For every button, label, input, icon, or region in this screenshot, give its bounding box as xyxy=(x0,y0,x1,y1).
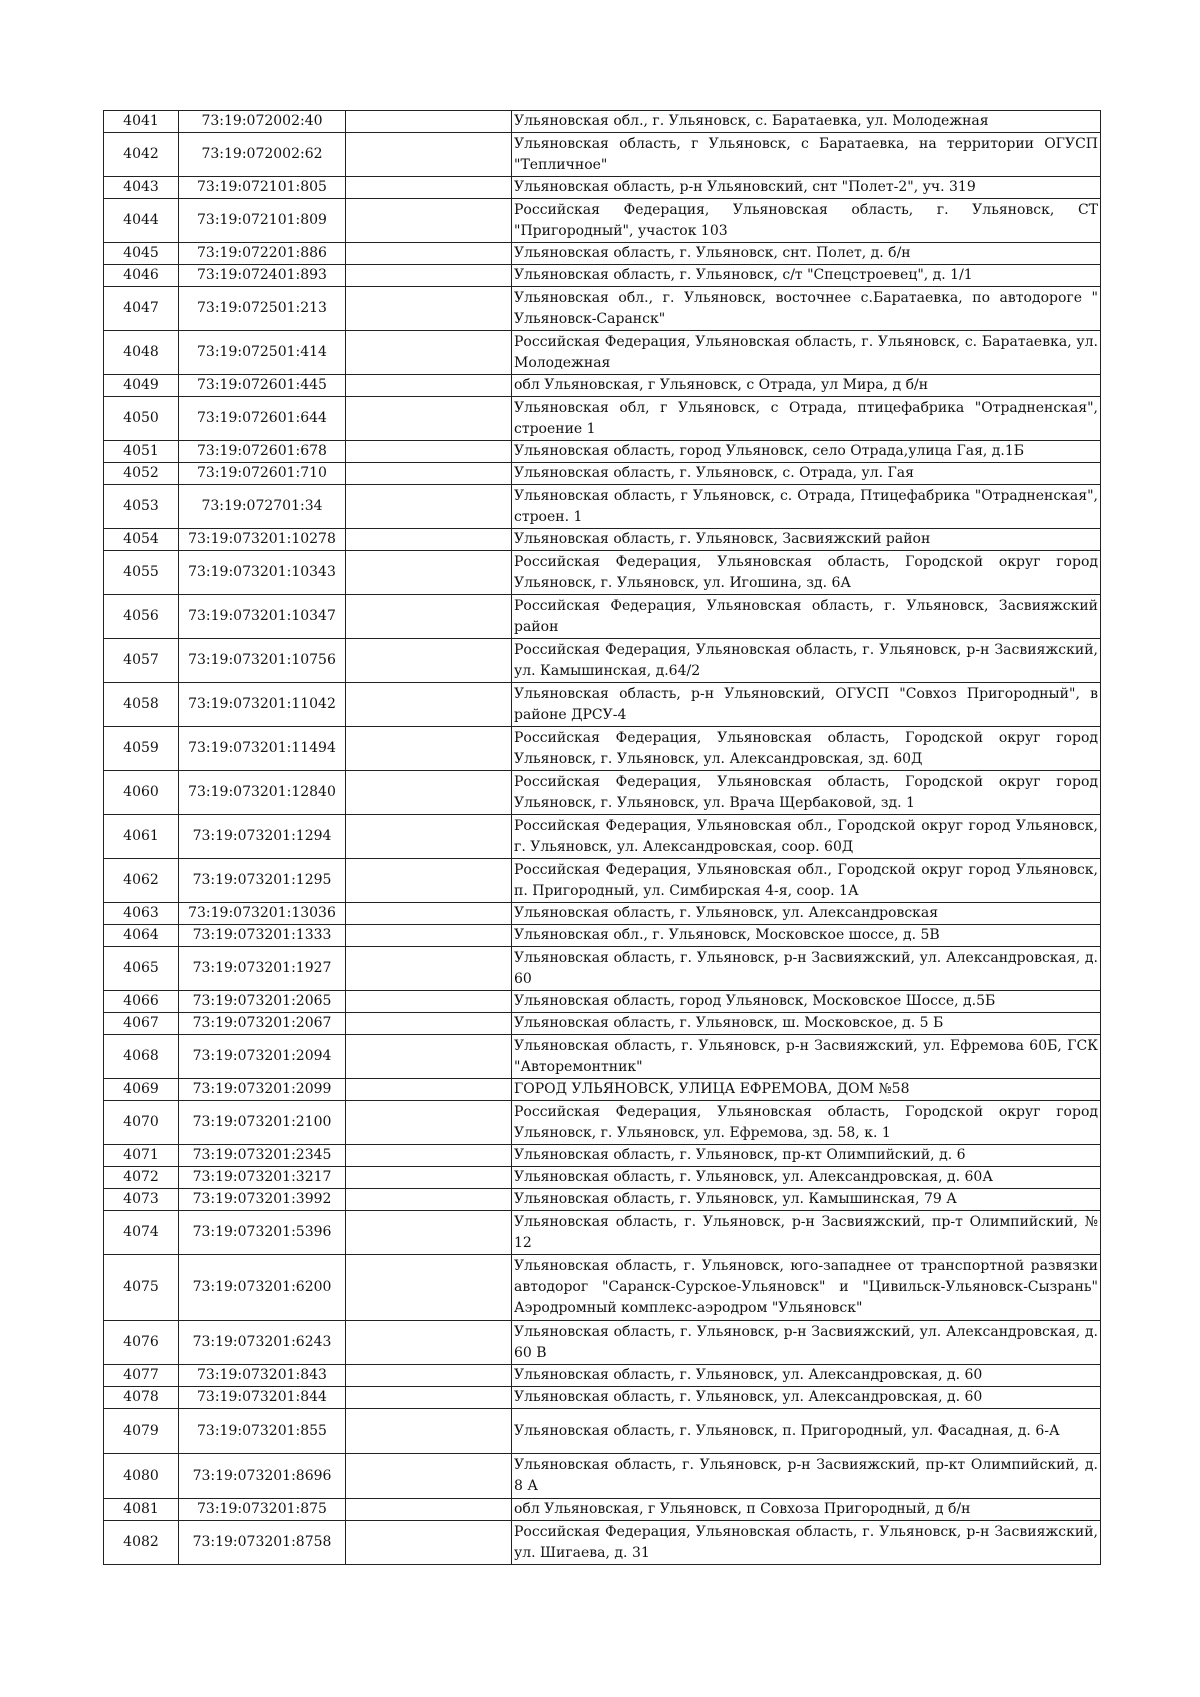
table-row xyxy=(104,1211,1101,1255)
address-cell: Ульяновская область, г. Ульяновск, Засвияжский район xyxy=(512,529,1101,551)
table-row xyxy=(104,1013,1101,1035)
row-number-cell: 4073 xyxy=(104,1189,179,1211)
table-row xyxy=(104,1035,1101,1079)
cadastral-number-cell: 73:19:073201:6200 xyxy=(179,1255,346,1321)
empty-cell xyxy=(346,265,512,287)
address-cell: Ульяновская область, г. Ульяновск, р-н Засвияжский, ул. Ефремова 60Б, ГСК "Авторемонтник" xyxy=(512,1035,1101,1079)
cadastral-number-cell: 73:19:073201:13036 xyxy=(179,903,346,925)
address-cell: обл Ульяновская, г Ульяновск, с Отрада, ул Мира, д б/н xyxy=(512,375,1101,397)
address-cell: Ульяновская обл., г. Ульяновск, Московское шоссе, д. 5В xyxy=(512,925,1101,947)
table-row xyxy=(104,1521,1101,1565)
table-row xyxy=(104,595,1101,639)
cadastral-number-cell: 73:19:073201:8696 xyxy=(179,1454,346,1499)
row-number-cell: 4047 xyxy=(104,287,179,331)
row-number-cell: 4062 xyxy=(104,859,179,903)
address-cell: Российская Федерация, Ульяновская область, г. Ульяновск, СТ "Пригородный", участок 103 xyxy=(512,199,1101,243)
cadastral-number-cell: 73:19:072601:644 xyxy=(179,397,346,441)
cadastral-number-cell: 73:19:072501:414 xyxy=(179,331,346,375)
empty-cell xyxy=(346,1079,512,1101)
empty-cell xyxy=(346,1167,512,1189)
address-cell: Ульяновская область, город Ульяновск, село Отрада,улица Гая, д.1Б xyxy=(512,441,1101,463)
row-number-cell: 4049 xyxy=(104,375,179,397)
cadastral-number-cell: 73:19:073201:12840 xyxy=(179,771,346,815)
row-number-cell: 4077 xyxy=(104,1365,179,1387)
row-number-cell: 4075 xyxy=(104,1255,179,1321)
cadastral-number-cell: 73:19:073201:11042 xyxy=(179,683,346,727)
address-cell: Российская Федерация, Ульяновская область, г. Ульяновск, р-н Засвияжский, ул. Камышинская, д.64/2 xyxy=(512,639,1101,683)
empty-cell xyxy=(346,463,512,485)
table-row xyxy=(104,265,1101,287)
empty-cell xyxy=(346,1387,512,1409)
table-row xyxy=(104,815,1101,859)
address-cell: Российская Федерация, Ульяновская область, г. Ульяновск, р-н Засвияжский, ул. Шигаева, д. 31 xyxy=(512,1521,1101,1565)
empty-cell xyxy=(346,639,512,683)
empty-cell xyxy=(346,133,512,177)
empty-cell xyxy=(346,771,512,815)
row-number-cell: 4045 xyxy=(104,243,179,265)
address-cell: Российская Федерация, Ульяновская область, г. Ульяновск, Засвияжский район xyxy=(512,595,1101,639)
empty-cell xyxy=(346,1454,512,1499)
cadastral-number-cell: 73:19:072701:34 xyxy=(179,485,346,529)
empty-cell xyxy=(346,947,512,991)
empty-cell xyxy=(346,727,512,771)
address-cell: Ульяновская область, г. Ульяновск, ул. Александровская xyxy=(512,903,1101,925)
empty-cell xyxy=(346,925,512,947)
address-cell: Ульяновская область, г. Ульяновск, р-н Засвияжский, ул. Александровская, д. 60 xyxy=(512,947,1101,991)
cadastral-number-cell: 73:19:073201:11494 xyxy=(179,727,346,771)
table-row xyxy=(104,1101,1101,1145)
address-cell: Ульяновская область, г Ульяновск, с. Отрада, Птицефабрика "Отрадненская", строен. 1 xyxy=(512,485,1101,529)
cadastral-number-cell: 73:19:073201:2099 xyxy=(179,1079,346,1101)
empty-cell xyxy=(346,441,512,463)
table-row xyxy=(104,903,1101,925)
row-number-cell: 4063 xyxy=(104,903,179,925)
row-number-cell: 4078 xyxy=(104,1387,179,1409)
row-number-cell: 4055 xyxy=(104,551,179,595)
address-cell: Российская Федерация, Ульяновская область, Городской округ город Ульяновск, г. Ульяновск, ул. Александровская, зд. 60Д xyxy=(512,727,1101,771)
table-row xyxy=(104,551,1101,595)
empty-cell xyxy=(346,1189,512,1211)
empty-cell xyxy=(346,199,512,243)
empty-cell xyxy=(346,903,512,925)
cadastral-number-cell: 73:19:073201:1295 xyxy=(179,859,346,903)
empty-cell xyxy=(346,1101,512,1145)
empty-cell xyxy=(346,1321,512,1365)
empty-cell xyxy=(346,1409,512,1454)
row-number-cell: 4080 xyxy=(104,1454,179,1499)
table-row xyxy=(104,771,1101,815)
empty-cell xyxy=(346,485,512,529)
table-row xyxy=(104,133,1101,177)
empty-cell xyxy=(346,683,512,727)
empty-cell xyxy=(346,287,512,331)
cadastral-number-cell: 73:19:072002:40 xyxy=(179,111,346,133)
cadastral-number-cell: 73:19:073201:2100 xyxy=(179,1101,346,1145)
table-row xyxy=(104,397,1101,441)
address-cell: Ульяновская область, г. Ульяновск, пр-кт Олимпийский, д. 6 xyxy=(512,1145,1101,1167)
address-cell: Ульяновская область, г. Ульяновск, р-н Засвияжский, пр-т Олимпийский, № 12 xyxy=(512,1211,1101,1255)
empty-cell xyxy=(346,243,512,265)
address-cell: ГОРОД УЛЬЯНОВСК, УЛИЦА ЕФРЕМОВА, ДОМ №58 xyxy=(512,1079,1101,1101)
empty-cell xyxy=(346,1211,512,1255)
table-row xyxy=(104,1365,1101,1387)
table-row xyxy=(104,1409,1101,1454)
empty-cell xyxy=(346,815,512,859)
address-cell: Ульяновская область, г. Ульяновск, ул. Александровская, д. 60А xyxy=(512,1167,1101,1189)
empty-cell xyxy=(346,375,512,397)
table-row xyxy=(104,441,1101,463)
empty-cell xyxy=(346,595,512,639)
cadastral-number-cell: 73:19:072601:678 xyxy=(179,441,346,463)
table-row xyxy=(104,1321,1101,1365)
row-number-cell: 4054 xyxy=(104,529,179,551)
address-cell: Российская Федерация, Ульяновская область, Городской округ город Ульяновск, г. Ульяновск, ул. Игошина, зд. 6А xyxy=(512,551,1101,595)
address-cell: Российская Федерация, Ульяновская обл., Городской округ город Ульяновск, г. Ульяновск, ул. Александровская, соор. 60Д xyxy=(512,815,1101,859)
table-row xyxy=(104,1079,1101,1101)
table-row xyxy=(104,243,1101,265)
empty-cell xyxy=(346,111,512,133)
row-number-cell: 4048 xyxy=(104,331,179,375)
address-cell: Российская Федерация, Ульяновская область, Городской округ город Ульяновск, г. Ульяновск, ул. Ефремова, зд. 58, к. 1 xyxy=(512,1101,1101,1145)
address-cell: Ульяновская обл., г. Ульяновск, восточнее с.Баратаевка, по автодороге " Ульяновск-Саранск" xyxy=(512,287,1101,331)
row-number-cell: 4071 xyxy=(104,1145,179,1167)
empty-cell xyxy=(346,859,512,903)
cadastral-number-cell: 73:19:072501:213 xyxy=(179,287,346,331)
empty-cell xyxy=(346,991,512,1013)
table-row xyxy=(104,683,1101,727)
row-number-cell: 4081 xyxy=(104,1499,179,1521)
cadastral-number-cell: 73:19:073201:2065 xyxy=(179,991,346,1013)
cadastral-number-cell: 73:19:073201:855 xyxy=(179,1409,346,1454)
address-cell: Ульяновская область, р-н Ульяновский, снт "Полет-2", уч. 319 xyxy=(512,177,1101,199)
table-row xyxy=(104,947,1101,991)
cadastral-number-cell: 73:19:073201:10756 xyxy=(179,639,346,683)
address-cell: Российская Федерация, Ульяновская обл., Городской округ город Ульяновск, п. Пригородный, ул. Симбирская 4-я, соор. 1А xyxy=(512,859,1101,903)
empty-cell xyxy=(346,1255,512,1321)
table-row xyxy=(104,727,1101,771)
row-number-cell: 4043 xyxy=(104,177,179,199)
address-cell: Ульяновская область, г. Ульяновск, р-н Засвияжский, пр-кт Олимпийский, д. 8 А xyxy=(512,1454,1101,1499)
cadastral-number-cell: 73:19:072201:886 xyxy=(179,243,346,265)
row-number-cell: 4051 xyxy=(104,441,179,463)
cadastral-number-cell: 73:19:073201:10347 xyxy=(179,595,346,639)
row-number-cell: 4050 xyxy=(104,397,179,441)
address-cell: Ульяновская область, г. Ульяновск, р-н Засвияжский, ул. Александровская, д. 60 В xyxy=(512,1321,1101,1365)
row-number-cell: 4061 xyxy=(104,815,179,859)
cadastral-number-cell: 73:19:073201:10278 xyxy=(179,529,346,551)
empty-cell xyxy=(346,529,512,551)
empty-cell xyxy=(346,551,512,595)
table-body xyxy=(104,111,1101,1565)
row-number-cell: 4074 xyxy=(104,1211,179,1255)
cadastral-number-cell: 73:19:072601:445 xyxy=(179,375,346,397)
address-cell: Ульяновская область, г. Ульяновск, с. Отрада, ул. Гая xyxy=(512,463,1101,485)
row-number-cell: 4058 xyxy=(104,683,179,727)
empty-cell xyxy=(346,331,512,375)
cadastral-number-cell: 73:19:073201:2094 xyxy=(179,1035,346,1079)
table-row xyxy=(104,111,1101,133)
cadastral-number-cell: 73:19:073201:2345 xyxy=(179,1145,346,1167)
table-row xyxy=(104,925,1101,947)
address-cell: Ульяновская область, г. Ульяновск, юго-западнее от транспортной развязки автодорог "Саранск-Сурское-Ульяновск" и "Цивильск-Ульяновск-Сызрань" Аэродромный комплекс-аэродром "Ульяновск" xyxy=(512,1255,1101,1321)
table-row xyxy=(104,1255,1101,1321)
row-number-cell: 4041 xyxy=(104,111,179,133)
table-row xyxy=(104,375,1101,397)
table-row xyxy=(104,639,1101,683)
row-number-cell: 4064 xyxy=(104,925,179,947)
cadastral-number-cell: 73:19:073201:10343 xyxy=(179,551,346,595)
cadastral-number-cell: 73:19:073201:6243 xyxy=(179,1321,346,1365)
empty-cell xyxy=(346,1521,512,1565)
address-cell: Ульяновская область, р-н Ульяновский, ОГУСП "Совхоз Пригородный", в районе ДРСУ-4 xyxy=(512,683,1101,727)
address-cell: Российская Федерация, Ульяновская область, г. Ульяновск, с. Баратаевка, ул. Молодежная xyxy=(512,331,1101,375)
cadastral-number-cell: 73:19:073201:1333 xyxy=(179,925,346,947)
row-number-cell: 4056 xyxy=(104,595,179,639)
row-number-cell: 4052 xyxy=(104,463,179,485)
table-row xyxy=(104,485,1101,529)
address-cell: обл Ульяновская, г Ульяновск, п Совхоза Пригородный, д б/н xyxy=(512,1499,1101,1521)
empty-cell xyxy=(346,177,512,199)
cadastral-number-cell: 73:19:072002:62 xyxy=(179,133,346,177)
address-cell: Ульяновская область, г. Ульяновск, ул. Камышинская, 79 А xyxy=(512,1189,1101,1211)
cadastral-number-cell: 73:19:073201:3217 xyxy=(179,1167,346,1189)
table-row xyxy=(104,1499,1101,1521)
address-cell: Ульяновская область, г. Ульяновск, снт. Полет, д. б/н xyxy=(512,243,1101,265)
table-row xyxy=(104,287,1101,331)
address-cell: Ульяновская область, г. Ульяновск, с/т "Спецстроевец", д. 1/1 xyxy=(512,265,1101,287)
empty-cell xyxy=(346,1013,512,1035)
table-row xyxy=(104,177,1101,199)
empty-cell xyxy=(346,1145,512,1167)
cadastral-number-cell: 73:19:073201:8758 xyxy=(179,1521,346,1565)
row-number-cell: 4060 xyxy=(104,771,179,815)
table-row xyxy=(104,463,1101,485)
row-number-cell: 4046 xyxy=(104,265,179,287)
row-number-cell: 4044 xyxy=(104,199,179,243)
table-row xyxy=(104,331,1101,375)
table-row xyxy=(104,529,1101,551)
row-number-cell: 4053 xyxy=(104,485,179,529)
table-row xyxy=(104,1145,1101,1167)
table-row xyxy=(104,199,1101,243)
row-number-cell: 4065 xyxy=(104,947,179,991)
cadastral-number-cell: 73:19:072601:710 xyxy=(179,463,346,485)
cadastral-number-cell: 73:19:073201:1927 xyxy=(179,947,346,991)
row-number-cell: 4079 xyxy=(104,1409,179,1454)
address-cell: Ульяновская область, г. Ульяновск, ул. Александровская, д. 60 xyxy=(512,1365,1101,1387)
row-number-cell: 4082 xyxy=(104,1521,179,1565)
address-cell: Ульяновская область, г. Ульяновск, п. Пригородный, ул. Фасадная, д. 6-А xyxy=(512,1409,1101,1454)
address-cell: Ульяновская обл., г. Ульяновск, с. Баратаевка, ул. Молодежная xyxy=(512,111,1101,133)
cadastral-number-cell: 73:19:072101:805 xyxy=(179,177,346,199)
row-number-cell: 4070 xyxy=(104,1101,179,1145)
cadastral-number-cell: 73:19:073201:843 xyxy=(179,1365,346,1387)
address-cell: Ульяновская область, г Ульяновск, с Баратаевка, на территории ОГУСП "Тепличное" xyxy=(512,133,1101,177)
cadastral-number-cell: 73:19:072401:893 xyxy=(179,265,346,287)
address-cell: Ульяновская область, город Ульяновск, Московское Шоссе, д.5Б xyxy=(512,991,1101,1013)
address-cell: Ульяновская область, г. Ульяновск, ш. Московское, д. 5 Б xyxy=(512,1013,1101,1035)
cadastral-number-cell: 73:19:073201:875 xyxy=(179,1499,346,1521)
cadastral-registry-table xyxy=(103,110,1101,1565)
table-row xyxy=(104,859,1101,903)
table-row xyxy=(104,1454,1101,1499)
address-cell: Ульяновская область, г. Ульяновск, ул. Александровская, д. 60 xyxy=(512,1387,1101,1409)
cadastral-number-cell: 73:19:073201:3992 xyxy=(179,1189,346,1211)
address-cell: Ульяновская обл, г Ульяновск, с Отрада, птицефабрика "Отрадненская", строение 1 xyxy=(512,397,1101,441)
row-number-cell: 4066 xyxy=(104,991,179,1013)
table-row xyxy=(104,1387,1101,1409)
row-number-cell: 4069 xyxy=(104,1079,179,1101)
row-number-cell: 4076 xyxy=(104,1321,179,1365)
table-row xyxy=(104,991,1101,1013)
cadastral-number-cell: 73:19:073201:1294 xyxy=(179,815,346,859)
empty-cell xyxy=(346,397,512,441)
cadastral-number-cell: 73:19:072101:809 xyxy=(179,199,346,243)
row-number-cell: 4067 xyxy=(104,1013,179,1035)
empty-cell xyxy=(346,1035,512,1079)
row-number-cell: 4042 xyxy=(104,133,179,177)
empty-cell xyxy=(346,1499,512,1521)
cadastral-number-cell: 73:19:073201:2067 xyxy=(179,1013,346,1035)
row-number-cell: 4072 xyxy=(104,1167,179,1189)
row-number-cell: 4059 xyxy=(104,727,179,771)
table-row xyxy=(104,1189,1101,1211)
empty-cell xyxy=(346,1365,512,1387)
table-row xyxy=(104,1167,1101,1189)
cadastral-number-cell: 73:19:073201:844 xyxy=(179,1387,346,1409)
cadastral-number-cell: 73:19:073201:5396 xyxy=(179,1211,346,1255)
address-cell: Российская Федерация, Ульяновская область, Городской округ город Ульяновск, г. Ульяновск, ул. Врача Щербаковой, зд. 1 xyxy=(512,771,1101,815)
row-number-cell: 4068 xyxy=(104,1035,179,1079)
row-number-cell: 4057 xyxy=(104,639,179,683)
